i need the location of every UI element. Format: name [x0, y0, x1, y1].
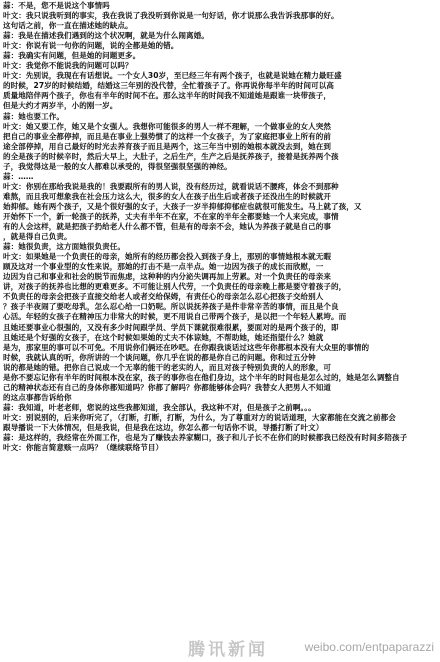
watermark: [0, 632, 440, 662]
transcript-line: 难熬，而且我可想象我在社会压力这么大，很多的女人在孩子出生后或者孩子还没出生的时候就开: [3, 191, 331, 201]
transcript-line: 蒜：我知道，叶老老师，您说的这些我都知道，我全部认，我这种不对，但是孩子之前啊。。。: [3, 402, 316, 412]
transcript-line: 叶文：你能言简意赅一点吗？（继续联络节目）: [3, 443, 164, 453]
transcript-line: 途全部停掉，用自己最好的时光去养育孩子而且是两个，这三年当中别的她根本就没去到，她在到: [3, 141, 331, 151]
transcript-line: 叶文：你说有说一句你的问题，说的全都是她的错。: [3, 41, 179, 51]
transcript-line: 心活。年轻的女孩子在精神压力非常大的时候，更不用说自己带两个孩子，是以把一个年轻人累垮。而: [3, 312, 347, 322]
transcript-line: 质量地陪伴两个孩子，你也有半年的时间不在。那么这半年的时间我不知道她是跟谁一块带孩子，: [3, 91, 331, 101]
watermark-center-text: 腾讯新闻: [188, 640, 268, 659]
transcript-line: 叶文：你别在那给我说是我的！我要跟所有的男人说，没有经历过，就看说话不腰疼，体会不到那种: [3, 181, 339, 191]
transcript-line: 蒜：她很负责，这方面她很负责任。: [3, 242, 126, 252]
transcript-line: 的全是孩子的时候辛时，然后大早上，大肚子，之后生产，生产之后是抚养孩子，接着是抚养两个孩: [3, 151, 339, 161]
transcript-line: 边因为自己和事业和社会的脱节而焦虑，这种种的内分泌失调再加上劳累。对一个负责任的母亲来: [3, 272, 331, 282]
transcript-line: 跟导播说一下大体情况，但是我说，但是我在这边，你怎么都一句话你不说，导播打断了叶文）: [3, 422, 324, 432]
transcript-line: 蒜：不是，您不是说这个事情吗: [3, 1, 110, 10]
transcript-line: 但是大约才两岁半，小的刚一岁。: [3, 101, 118, 111]
transcript-line: 是为，那家里的事可以不可免。不用说你们俩还在吵吧。在你跟我谈话过这些年你都根本没有大众里的事情的: [3, 342, 370, 352]
transcript-line: 这句话之前，你一直在描述她的缺点。: [3, 21, 133, 31]
transcript-line: 叶文：我觉你不能说我的问题可以吗？: [3, 61, 133, 71]
transcript-line: 蒜：我确实有问题，但是她的问题更多。: [3, 51, 141, 61]
transcript-line: 蒜：……: [3, 171, 34, 181]
transcript-line: 且她还是个好强的女孩子，在这个时候如果她的丈夫不体谅她，不帮助她，她还指望什么？她就: [3, 332, 324, 342]
transcript-line: ，就是得自己负责。: [3, 232, 72, 242]
transcript-line: 叶文：我只说我听到的事实，我在我说了我没听到你说是一句好话，你才说那么我告诉我那事的好。: [3, 11, 339, 21]
transcript-line: 有的人会这样，就是把孩子扔给老人什么都不管，但是有的母亲不会，她认为养孩子就是自己的事: [3, 222, 331, 232]
transcript-line: 叶文：先别说，我现在有话想说。一个女人30岁，至已经三年有两个孩子，也就是说她在精力最旺盛: [3, 71, 342, 81]
transcript-line: 的这点事都告诉给你: [3, 392, 72, 402]
transcript-line: 且她还要事业心很强的，又没有多少时间跟学员、学员下课就很难很累，要面对的是两个孩子的，即: [3, 322, 339, 332]
transcript-line: 叶文：别说别的，后来你听完了，（打断，打断，打断，为什么，为了尊重对方的说话道理，大家都能在交流之前都会: [3, 412, 396, 422]
transcript-line: 蒜：我是在描述我们遇到的这个状况啊，就是为什么闹离婚。: [3, 31, 209, 41]
transcript-line: 顾及这对一个事业型的女性来说，那她的打击不是一点半点。她一边因为孩子的成长而欣慰，一: [3, 262, 324, 272]
transcript-line: 是你不要忘记你有半年的时间根本没在家，孩子的事你也在他们身边，这个半年的时间也是怎么过的，她是怎么调整自: [3, 372, 400, 382]
transcript-line: 不负责任的母亲会把孩子直接交给老人或者交给保姆，有责任心的母亲怎么忍心把孩子交给别人: [3, 292, 324, 302]
transcript-line: 子，我觉得这是一般的女人都难以承受的，得很坚强很坚强的神经。: [3, 161, 232, 171]
transcript-line: 开始怀下一个，新一轮孩子的抚养，丈夫有半年不在家，不在家的半年全都要她一个人来完成，事情: [3, 211, 339, 221]
transcript-line: 时候，我就认真的听，你所讲的一个谈问题，你几乎在说的都是你自己的问题。你和过五分钟: [3, 352, 316, 362]
transcript-dialog: [3, 1, 437, 453]
transcript-line: ？孩子半夜闹了要吃母乳，怎么忍心给一口奶呢。所以说抚养孩子是件非常辛苦的事情，而且是个良: [3, 302, 339, 312]
transcript-line: 说的都是她的错。把你自己说成一个无辜的能干的老实的人，而且对孩子特别负责的人的形象，可: [3, 362, 331, 372]
watermark-weibo-url: weibo.com/entpaparazzi: [304, 640, 434, 654]
transcript-line: 己的精神状态还有自己的身体你都知道吗？你都了解吗？你都能够体会吗？我替女人把男人不知道: [3, 382, 331, 392]
transcript-line: 蒜：是这样的，我经常在外面工作，也是为了赚钱去养家糊口，孩子和儿子长不在你们的时候都我已经没有时间多陪孩子: [3, 433, 408, 443]
transcript-line: 蒜：她也要工作。: [3, 111, 65, 121]
transcript-line: 叶文：如果她是一个负责任的母亲，她所有的经历都会投入到孩子身上，那别的事情她根本就无暇: [3, 252, 331, 262]
transcript-line: 叶文：她又要工作，她又是个女强人。我想你可能很多的男人一样不理解，一个做事业的女人突然: [3, 121, 331, 131]
transcript-line: 讲，对孩子的抚养也比想的更难更多。不可能让别人代劳，一个负责任的母亲晚上都是要守着孩子的，: [3, 282, 347, 292]
transcript-line: 始抑郁。她有两个孩子，又是个很好强的女子，大孩子一岁半抑郁抑郁症也就很可能发生。马上就了孩，又: [3, 201, 362, 211]
transcript-line: 把自己的事业全都停掉，而且是在事业上强势惯了的这样一个女孩子，为了家庭把事业上所有的前: [3, 131, 331, 141]
transcript-line: 的时候，27岁的时候结婚，结婚这三年别的没代替，全忙着孩子了。你再说你每半年的时间可以高: [3, 81, 334, 91]
